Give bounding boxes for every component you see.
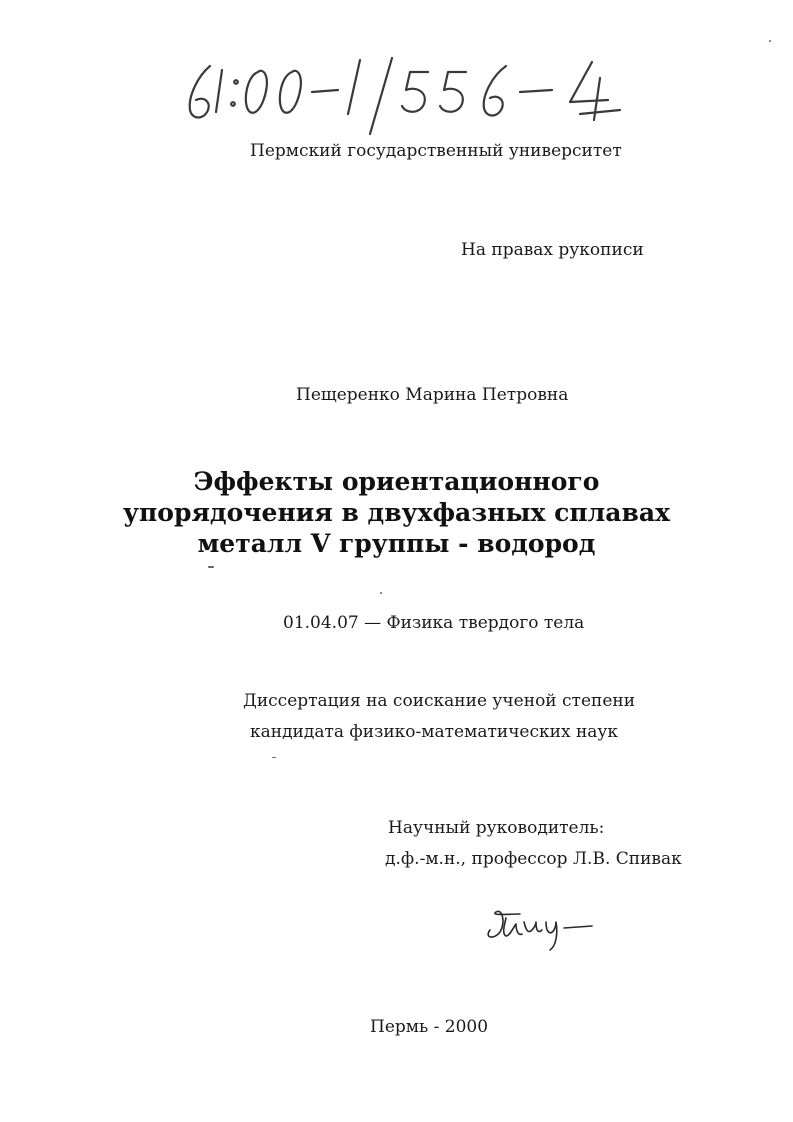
- archive-code-handwriting-graphic: [180, 48, 630, 138]
- supervisor-signature: [480, 900, 600, 955]
- title-line-2: упорядочения в двухфазных сплавах: [123, 498, 670, 527]
- author-name: Пещеренко Марина Петровна: [296, 385, 569, 405]
- signature-graphic: [480, 900, 600, 955]
- university-name: Пермский государственный университет: [250, 141, 622, 161]
- supervisor-label: Научный руководитель:: [388, 818, 605, 838]
- scan-speck: [272, 757, 276, 758]
- archive-code-handwritten: [180, 48, 630, 138]
- title-line-3: металл V группы - водород: [197, 529, 596, 558]
- scan-speck: [208, 566, 214, 568]
- scan-speck: [769, 40, 771, 42]
- degree-line-2: кандидата физико-математических наук: [250, 722, 619, 742]
- degree-line-1: Диссертация на соискание ученой степени: [243, 691, 636, 711]
- dissertation-title: [0, 466, 793, 559]
- title-line-1: Эффекты ориентационного: [193, 467, 600, 496]
- specialty-code: 01.04.07 — Физика твердого тела: [283, 613, 585, 633]
- scan-speck: [380, 592, 382, 594]
- rights-note: На правах рукописи: [461, 240, 644, 260]
- city-and-year: Пермь - 2000: [370, 1017, 489, 1037]
- supervisor-name: д.ф.-м.н., профессор Л.В. Спивак: [385, 849, 682, 869]
